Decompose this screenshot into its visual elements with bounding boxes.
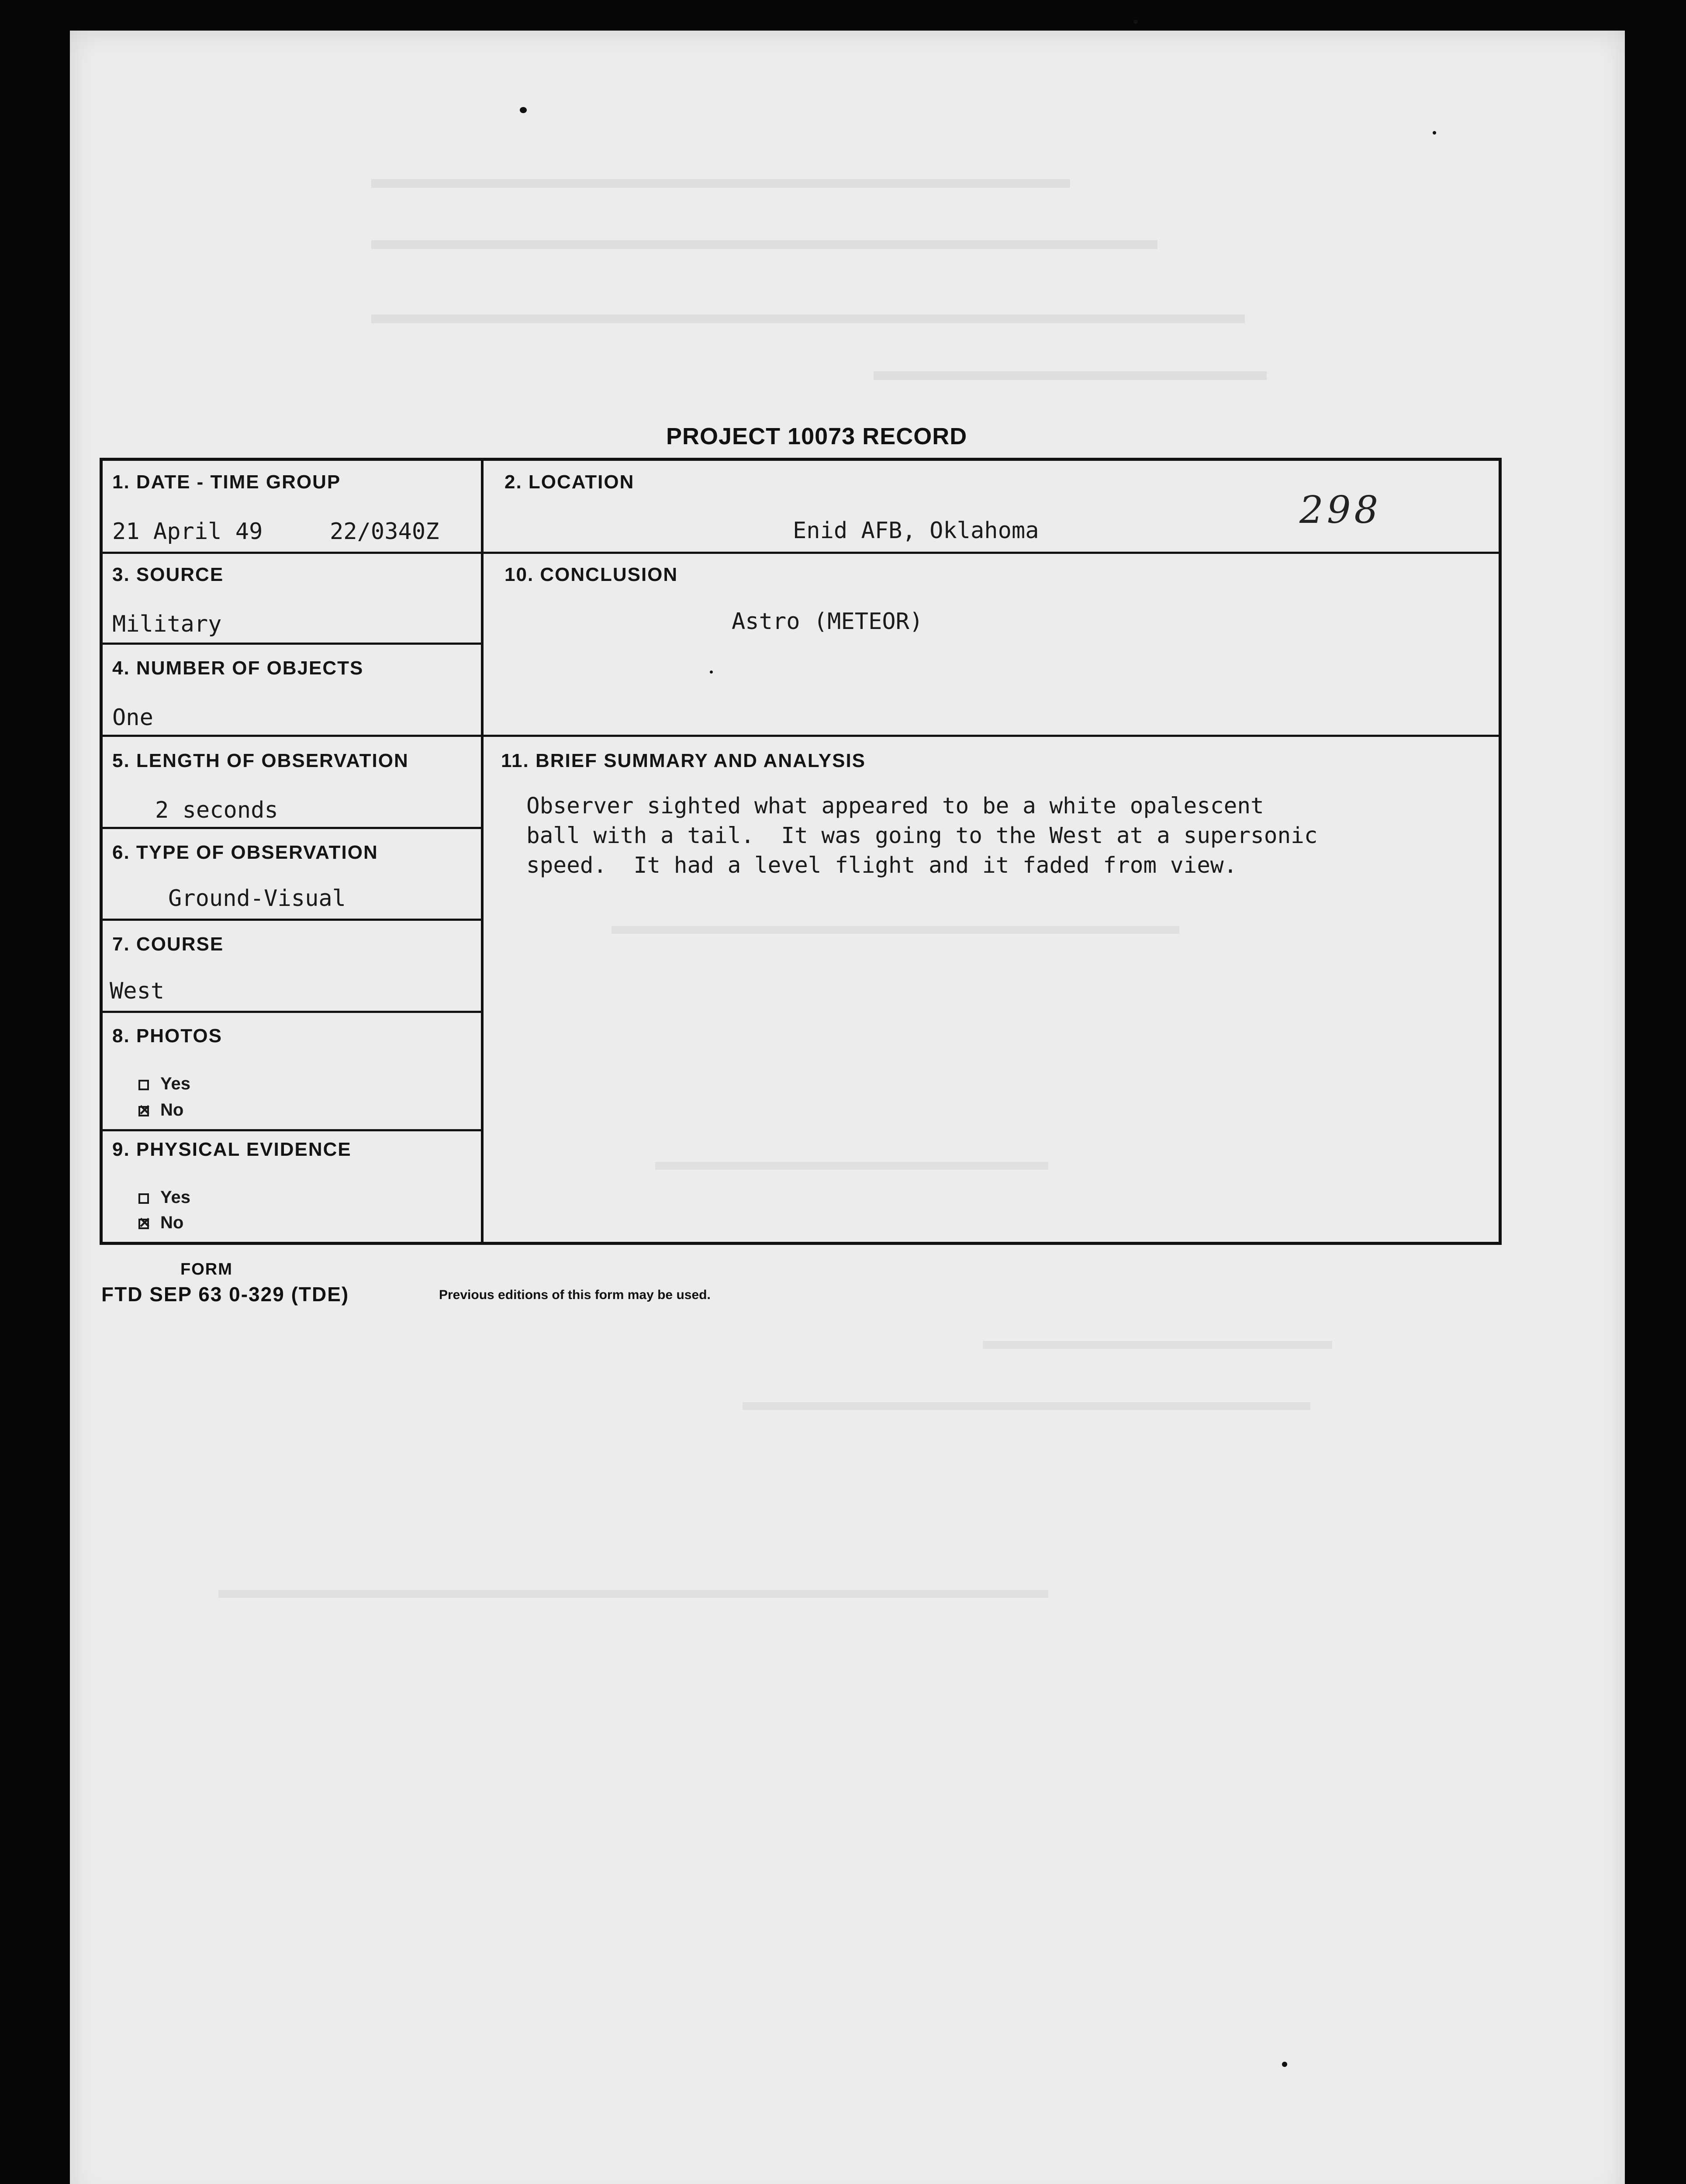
location-value: Enid AFB, Oklahoma — [793, 518, 1039, 544]
course-label: 7. COURSE — [112, 933, 224, 955]
row-divider — [103, 552, 1499, 554]
form-title: PROJECT 10073 RECORD — [666, 423, 967, 449]
summary-label: 11. BRIEF SUMMARY AND ANALYSIS — [501, 750, 866, 771]
number-of-objects-label: 4. NUMBER OF OBJECTS — [112, 657, 364, 679]
physical-evidence-yes-option[interactable]: Yes — [138, 1188, 190, 1207]
form-number: FTD SEP 63 0-329 (TDE) — [101, 1283, 349, 1306]
form-note: Previous editions of this form may be used. — [439, 1288, 711, 1302]
course-value: West — [110, 978, 165, 1004]
photos-no-checkbox[interactable] — [138, 1106, 149, 1116]
length-of-observation-value: 2 seconds — [155, 797, 278, 823]
column-divider — [481, 461, 484, 1245]
physical-evidence-no-checkbox[interactable] — [138, 1219, 149, 1229]
source-value: Military — [112, 611, 222, 637]
location-label: 2. LOCATION — [504, 471, 635, 493]
scan-speck — [1282, 2062, 1287, 2067]
row-divider — [103, 1129, 481, 1131]
photos-yes-option[interactable]: Yes — [138, 1074, 190, 1094]
type-of-observation-value: Ground-Visual — [168, 885, 346, 912]
physical-evidence-yes-checkbox[interactable] — [138, 1193, 149, 1204]
row-divider — [103, 1011, 481, 1013]
photos-yes-checkbox[interactable] — [138, 1080, 149, 1090]
date-value: 21 April 49 — [112, 518, 263, 545]
record-number-handwritten: 298 — [1299, 488, 1382, 532]
summary-text: Observer sighted what appeared to be a white opalescent ball with a tail. It was going to the West at a supersonic speed. It had a level flight and it faded from view. — [526, 793, 1318, 878]
length-of-observation-label: 5. LENGTH OF OBSERVATION — [112, 750, 409, 771]
row-divider — [103, 735, 1499, 737]
scan-speck — [1133, 20, 1138, 24]
row-divider — [103, 919, 481, 921]
date-time-label: 1. DATE - TIME GROUP — [112, 471, 341, 493]
physical-evidence-no-option[interactable]: ✕No — [138, 1213, 183, 1233]
physical-evidence-label: 9. PHYSICAL EVIDENCE — [112, 1139, 352, 1160]
photos-label: 8. PHOTOS — [112, 1025, 222, 1047]
row-divider — [103, 827, 481, 829]
scan-speck — [520, 107, 527, 113]
conclusion-label: 10. CONCLUSION — [504, 564, 678, 585]
photos-no-option[interactable]: ✕No — [138, 1100, 183, 1120]
scan-speck — [1433, 131, 1436, 135]
conclusion-value: Astro (METEOR) — [732, 608, 923, 635]
time-value: 22/0340Z — [330, 518, 439, 545]
scan-speck — [710, 670, 713, 674]
source-label: 3. SOURCE — [112, 564, 224, 585]
number-of-objects-value: One — [112, 705, 153, 731]
row-divider — [103, 643, 481, 645]
type-of-observation-label: 6. TYPE OF OBSERVATION — [112, 842, 378, 863]
form-word: FORM — [180, 1260, 233, 1279]
